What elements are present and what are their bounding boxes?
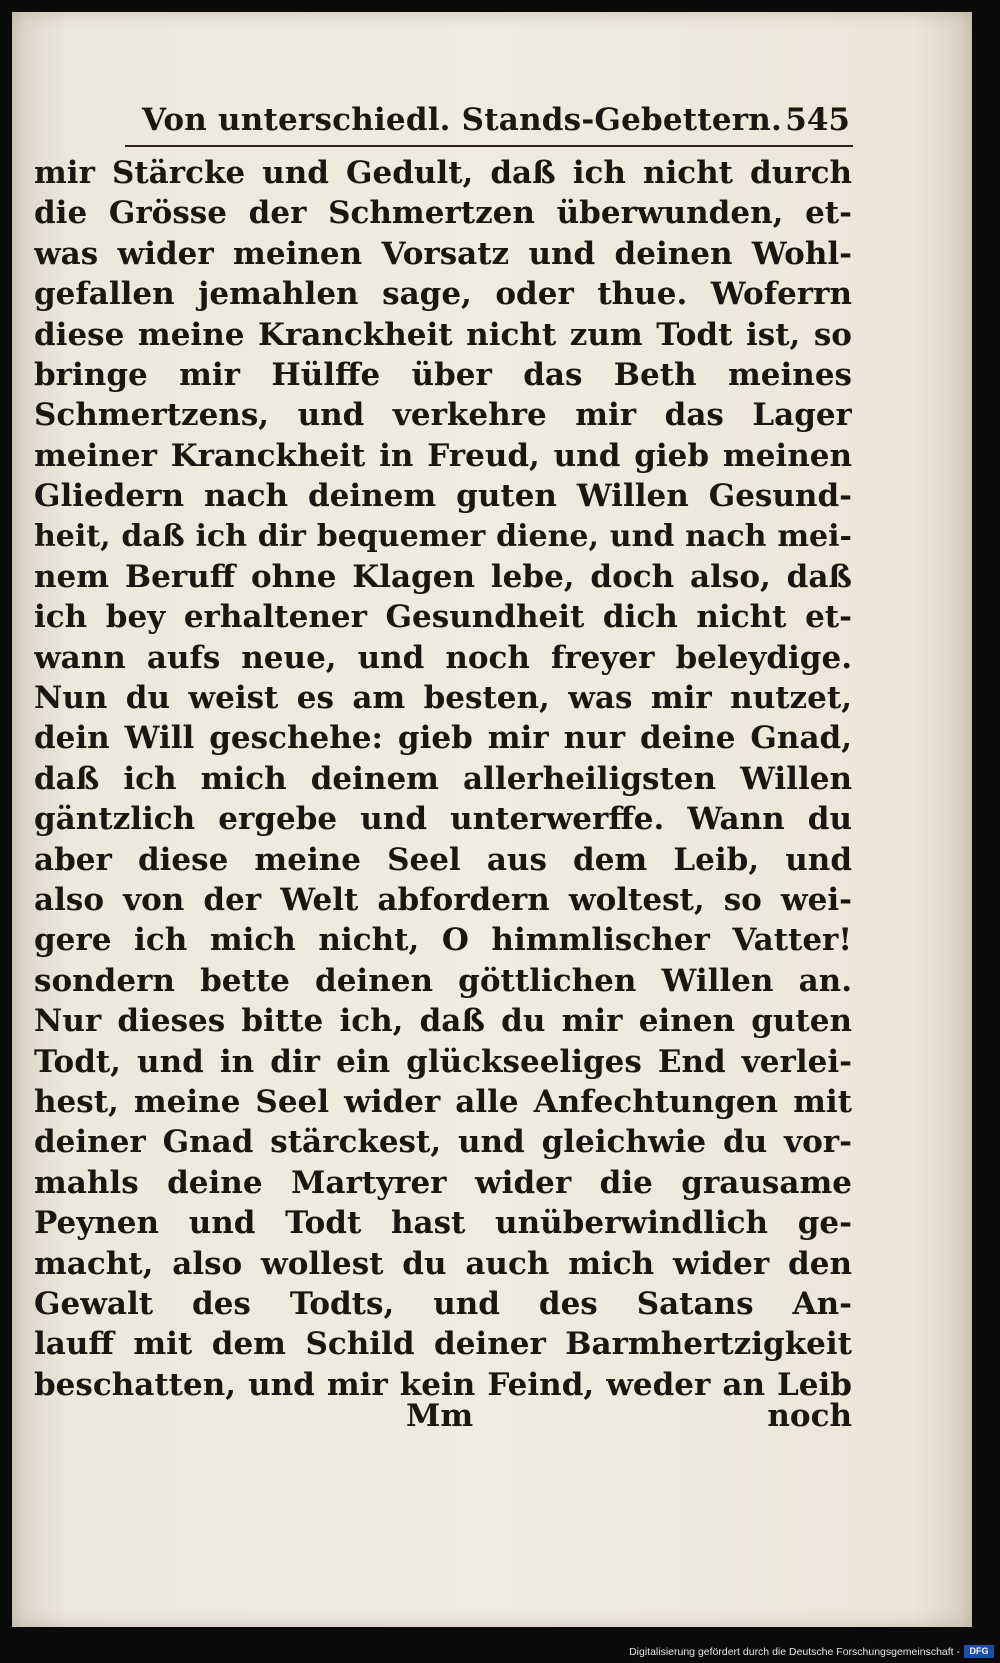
- text-line: also von der Welt abfordern woltest, so wei-: [34, 882, 852, 919]
- text-line: gäntzlich ergebe und unterwerffe. Wann du: [34, 801, 852, 838]
- signature-mark: Mm: [406, 1398, 474, 1434]
- text-line: Nur dieses bitte ich, daß du mir einen guten: [34, 1003, 852, 1040]
- text-line: sondern bette deinen göttlichen Willen an.: [34, 962, 852, 999]
- text-line: dein Will geschehe: gieb mir nur deine Gnad,: [34, 720, 852, 757]
- text-line: gefallen jemahlen sage, oder thue. Woferrn: [34, 276, 852, 313]
- text-line: nem Beruff ohne Klagen lebe, doch also, daß: [34, 558, 852, 595]
- text-line: beschatten, und mir kein Feind, weder an Leib: [34, 1366, 852, 1403]
- page-header: [120, 96, 850, 146]
- text-line: meiner Kranckheit in Freud, und gieb meinen: [34, 437, 852, 474]
- running-title: Von unterschiedl. Stands-Gebettern.: [142, 102, 783, 138]
- text-line: diese meine Kranckheit nicht zum Todt ist, so: [34, 316, 852, 353]
- text-line: heit, daß ich dir bequemer diene, und nach mei-: [34, 518, 852, 554]
- text-line: mahls deine Martyrer wider die grausame: [34, 1164, 852, 1201]
- page-number: 545: [785, 102, 850, 138]
- text-line: mir Stärcke und Gedult, daß ich nicht durch: [34, 155, 852, 191]
- text-line: hest, meine Seel wider alle Anfechtungen mit: [34, 1083, 852, 1120]
- text-line: Nun du weist es am besten, was mir nutzet,: [34, 680, 852, 717]
- text-line: Todt, und in dir ein glückseeliges End verlei-: [34, 1043, 852, 1080]
- catchword: noch: [767, 1398, 852, 1434]
- text-line: die Grösse der Schmertzen überwunden, et-: [34, 195, 852, 232]
- text-line: deiner Gnad stärckest, und gleichwie du vor-: [34, 1124, 852, 1161]
- text-line: was wider meinen Vorsatz und deinen Wohl-: [34, 235, 852, 272]
- text-line: Gliedern nach deinem guten Willen Gesund-: [34, 478, 852, 515]
- text-line: aber diese meine Seel aus dem Leib, und: [34, 841, 852, 878]
- text-line: Peynen und Todt hast unüberwindlich ge-: [34, 1205, 852, 1242]
- text-line: gere ich mich nicht, O himmlischer Vatter!: [34, 922, 852, 959]
- digitization-credit: Digitalisierung gefördert durch die Deutsche Forschungsgemeinschaft -: [629, 1646, 960, 1658]
- dfg-logo-icon: DFG: [964, 1645, 994, 1658]
- header-rule: [125, 145, 853, 147]
- text-line: bringe mir Hülffe über das Beth meines: [34, 356, 852, 393]
- text-line: wann aufs neue, und noch freyer beleydige.: [34, 639, 852, 676]
- text-line: daß ich mich deinem allerheiligsten Willen: [34, 760, 852, 797]
- body-text: [34, 153, 852, 1405]
- text-line: macht, also wollest du auch mich wider den: [34, 1245, 852, 1282]
- text-line: lauff mit dem Schild deiner Barmhertzigkeit: [34, 1326, 852, 1363]
- text-line: Schmertzens, und verkehre mir das Lager: [34, 397, 852, 434]
- page-footer: [34, 1398, 852, 1442]
- text-line: Gewalt des Todts, und des Satans An-: [34, 1285, 852, 1322]
- text-line: ich bey erhaltener Gesundheit dich nicht et-: [34, 599, 852, 636]
